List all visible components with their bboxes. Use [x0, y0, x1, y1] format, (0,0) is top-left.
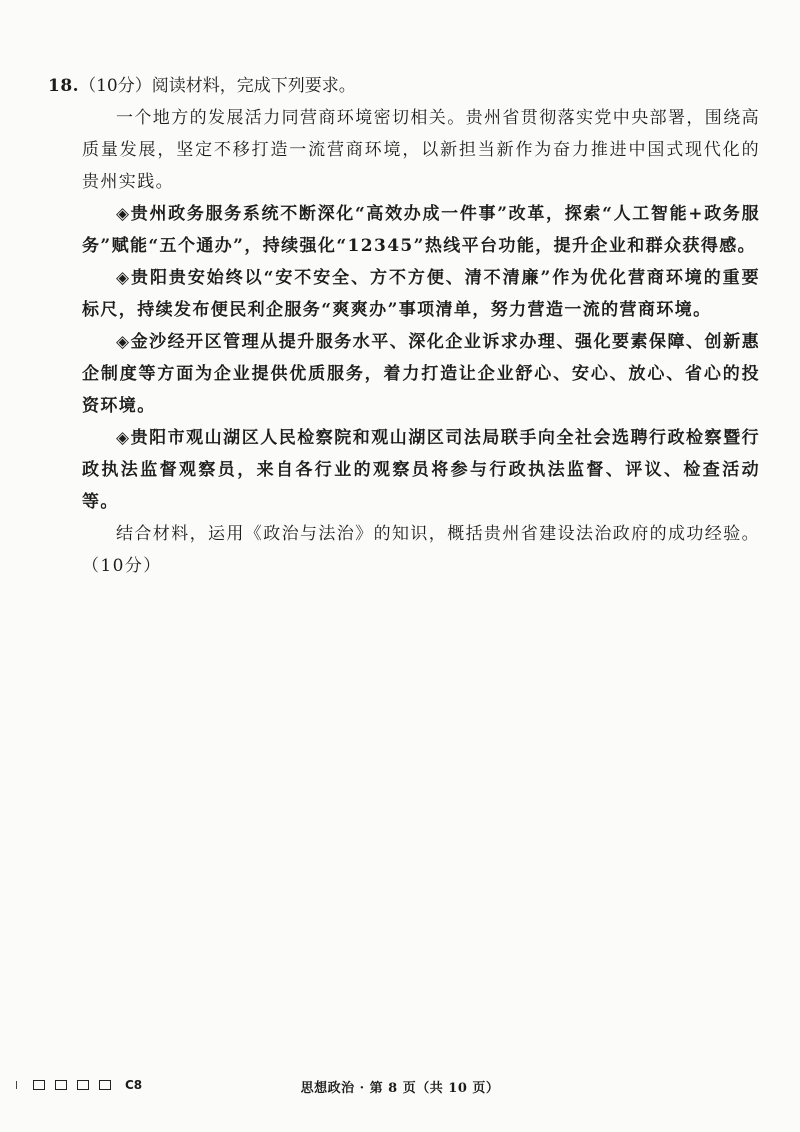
material-item — [48, 422, 760, 518]
question-instruction: 阅读材料，完成下列要求。 — [151, 76, 356, 96]
material-item — [48, 326, 760, 422]
question-score: （10分） — [79, 76, 152, 96]
bullet-diamond-icon: ◈ — [116, 428, 131, 448]
question-header — [48, 70, 760, 102]
material-item-text: 金沙经开区管理从提升服务水平、深化企业诉求办理、强化要素保障、创新惠企制度等方面为企业提供优质服务，着力打造让企业舒心、安心、放心、省心的投资环境。 — [82, 332, 760, 416]
bullet-diamond-icon: ◈ — [116, 204, 131, 224]
page-number-info: 思想政治 · 第 8 页（共 10 页） — [300, 1081, 500, 1096]
bullet-diamond-icon: ◈ — [116, 332, 131, 352]
material-intro: 一个地方的发展活力同营商环境密切相关。贵州省贯彻落实党中央部署，围绕高质量发展，坚定不移打造一流营商环境，以新担当新作为奋力推进中国式现代化的贵州实践。 — [82, 108, 760, 192]
question-18 — [48, 70, 760, 582]
material-item-text: 贵阳贵安始终以“安不安全、方不方便、清不清廉”作为优化营商环境的重要标尺，持续发布便民利企服务“爽爽办”事项清单，努力营造一流的营商环境。 — [82, 268, 760, 320]
question-number: 18. — [48, 76, 80, 96]
material-item-text: 贵州政务服务系统不断深化“高效办成一件事”改革，探索“人工智能+政务服务”赋能“五个通办”，持续强化“12345”热线平台功能，提升企业和群众获得感。 — [82, 204, 760, 256]
paper-code: C8 — [125, 1078, 143, 1092]
page-footer — [0, 1074, 800, 1098]
material-item — [48, 198, 760, 262]
task-score: （10分） — [82, 556, 162, 576]
task-text: 结合材料，运用《政治与法治》的知识，概括贵州省建设法治政府的成功经验。 — [116, 524, 760, 544]
bullet-diamond-icon: ◈ — [116, 268, 131, 288]
material-item-text: 贵阳市观山湖区人民检察院和观山湖区司法局联手向全社会选聘行政检察暨行政执法监督观察员，来自各行业的观察员将参与行政执法监督、评议、检查活动等。 — [82, 428, 760, 512]
material-item — [48, 262, 760, 326]
question-task — [48, 518, 760, 582]
